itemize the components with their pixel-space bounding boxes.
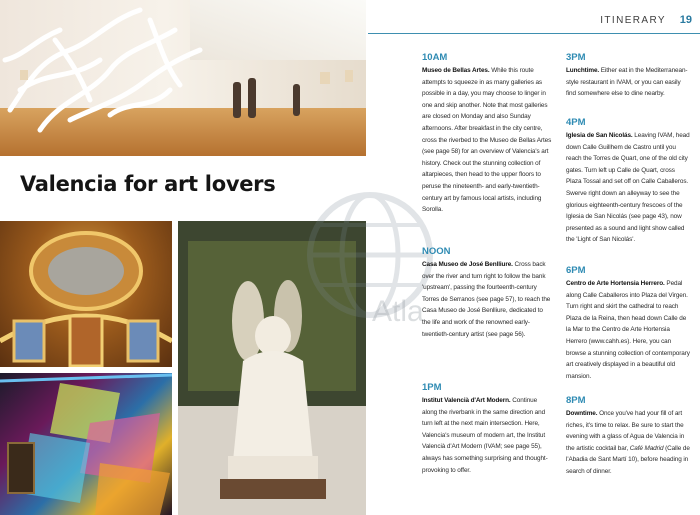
entry-text-after: (Calle de l'Abadia de Sant Martí 10), before heading in search of dinner. bbox=[566, 444, 690, 475]
entry-text: Continue along the riverbank in the same direction and turn left at the next main intersection. Here, Valencia's museum of modern art, the Institut Valencià d'Art Modern (IVAM; see page 55), always has something surprising and thought-provoking to offer. bbox=[422, 397, 548, 474]
entry-text: Cross back over the river and turn right to follow the bank 'upstream', passing the fourteenth-century Torres de Serranos (see page 57), to reach the Casa Museo de José Benlliure, dedicated to the life and work of the renowned early-twentieth-century artist (see page 56). bbox=[422, 261, 551, 338]
entry-place: Casa Museo de José Benlliure. bbox=[422, 261, 513, 268]
entry-text-before: Once you've had your fill of art riches, it's time to relax. Be sure to start the evening with a glass of Agua de Valencia in the artistic cocktail bar, bbox=[566, 410, 685, 452]
entry-text: Pedal along Calle Caballeros into Plaza del Virgen. Turn right and skirt the cathedral to reach Plaza de la Reina, then head down Calle de la Mar to the Centro de Arte Hortensia Herrero (www.cahh.es). Here, you can browse a stunning collection of contemporary art creatively displayed in a beautiful old mansion. bbox=[566, 280, 690, 380]
itinerary-entry-1pm bbox=[422, 382, 552, 476]
itinerary-entry-8pm bbox=[566, 395, 692, 478]
entry-place: Downtime. bbox=[566, 410, 598, 417]
entry-time: 3PM bbox=[566, 52, 586, 63]
entry-time: 8PM bbox=[566, 395, 586, 406]
entry-text: While this route attempts to squeeze in as many galleries as possible in a day, you may choose to linger in one and skip another. Note that most galleries are closed on Monday and also Sunday afternoons. After breakfast in the city centre, cross the riverbed to the Museo de Bellas Artes (see page 58) for an overview of Valencia's art history. Check out the stunning collection of altarpieces, then head to the upper floors to peruse the nineteenth- and early-twentieth-century art by famous local artists, including Sorolla. bbox=[422, 67, 552, 214]
entry-time: 10AM bbox=[422, 52, 448, 63]
entry-text: Leaving IVAM, head down Calle Guillhem de Castro until you reach the Torres de Quart, one of the old city gates. Turn left up Calle de Quart, cross Plaza Tossal and set off on Calle Caballeros. Swerve right down an alleyway to see the glorious eighteenth-century frescoes of the Iglesia de San Nicolás (see page 43), now presented as a sound and light show called the 'Light of San Nicolás'. bbox=[566, 132, 690, 244]
entry-body bbox=[422, 65, 552, 216]
itinerary-entry-6pm bbox=[566, 265, 692, 395]
entry-body bbox=[566, 278, 692, 382]
itinerary-entry-3pm bbox=[566, 52, 692, 117]
itinerary-column-right bbox=[566, 52, 692, 478]
baroque-ceiling-fresco-photo bbox=[0, 221, 172, 367]
itinerary-entry-noon bbox=[422, 246, 552, 382]
entry-place: Lunchtime. bbox=[566, 67, 600, 74]
seated-statue-painting-photo bbox=[178, 221, 366, 515]
entry-place: Museo de Bellas Artes. bbox=[422, 67, 490, 74]
header-rule bbox=[368, 33, 700, 34]
entry-text: Either eat in the Mediterranean-style restaurant in IVAM, or you can easily find somewhere else to dine nearby. bbox=[566, 67, 688, 98]
entry-body bbox=[422, 259, 552, 340]
entry-body bbox=[566, 65, 692, 100]
running-header: ITINERARY bbox=[600, 15, 666, 26]
entry-time: 4PM bbox=[566, 117, 586, 128]
entry-place: Iglesia de San Nicolás. bbox=[566, 132, 633, 139]
watermark-text: Atla bbox=[372, 295, 424, 328]
entry-time: 6PM bbox=[566, 265, 586, 276]
glass-shapes bbox=[0, 373, 172, 515]
statue-and-painting bbox=[178, 221, 366, 515]
gallery-installation-photo bbox=[0, 0, 366, 156]
white-branch-sculpture bbox=[0, 0, 366, 156]
page-title: Valencia for art lovers bbox=[20, 172, 276, 196]
entry-place: Centro de Arte Hortensia Herrero. bbox=[566, 280, 665, 287]
fresco-decoration bbox=[0, 221, 172, 367]
entry-body bbox=[566, 408, 692, 478]
itinerary-entry-10am bbox=[422, 52, 552, 246]
entry-text-italic: Café Madrid bbox=[629, 444, 664, 452]
entry-body bbox=[422, 395, 552, 476]
entry-body bbox=[566, 130, 692, 246]
stained-glass-installation-photo bbox=[0, 373, 172, 515]
entry-time: 1PM bbox=[422, 382, 442, 393]
page-number: 19 bbox=[679, 14, 692, 26]
entry-place: Institut Valencià d'Art Modern. bbox=[422, 397, 511, 404]
entry-time: NOON bbox=[422, 246, 451, 257]
itinerary-column-left bbox=[422, 52, 552, 476]
itinerary-entry-4pm bbox=[566, 117, 692, 265]
